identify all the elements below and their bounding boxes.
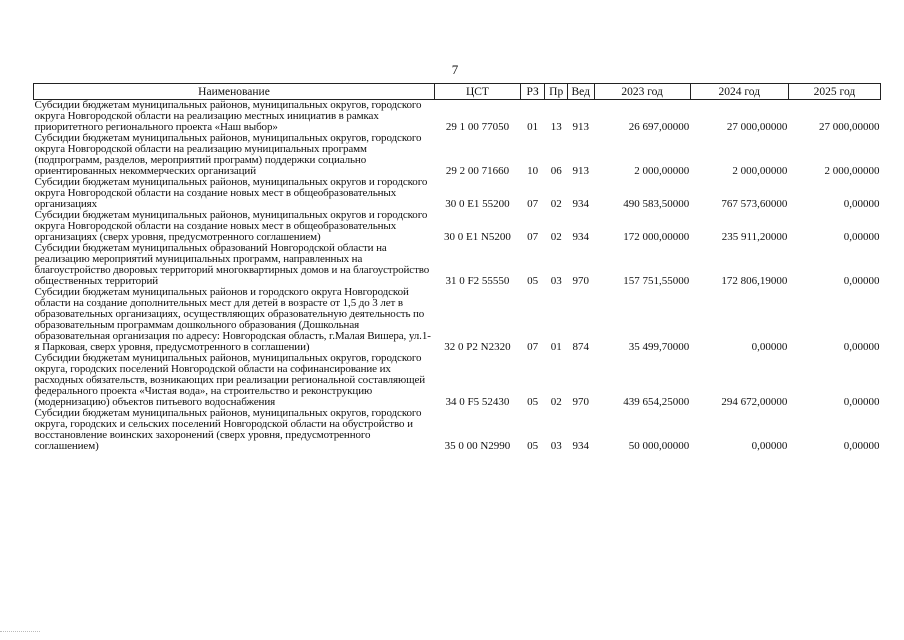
row-cst: 30 0 E1 N5200	[443, 231, 511, 243]
row-name: Субсидии бюджетам муниципальных районов, муниципальных округов, городского округа, городских поселений Новгородской области на софинансирование их расходных обязательств, возникающих при реализации региональной составляющей федерального проекта «Чистая вода», на строительство и реконструкцию (модернизацию) объектов питьевого водоснабжения	[34, 352, 426, 408]
table-row	[34, 243, 881, 287]
row-2023: 172 000,00000	[623, 231, 690, 243]
header-rz: РЗ	[520, 84, 545, 100]
header-name: Наименование	[34, 84, 435, 100]
row-2023: 157 751,55000	[623, 275, 690, 287]
row-name: Субсидии бюджетам муниципальных образований Новгородской области на реализацию мероприятий муниципальных программ, направленных на благоустройство дворовых территорий многоквартирных домов и на благоустройство общественных территорий	[34, 242, 430, 287]
header-2025: 2025 год	[788, 84, 880, 100]
row-pr: 03	[550, 440, 562, 452]
page-number: 7	[451, 62, 459, 77]
row-2024: 2 000,00000	[732, 165, 788, 177]
row-rz: 10	[527, 165, 539, 177]
row-pr: 13	[550, 121, 562, 133]
row-ved: 970	[572, 275, 589, 287]
row-cst: 29 2 00 71660	[445, 165, 510, 177]
row-rz: 05	[527, 440, 539, 452]
row-2025: 2 000,00000	[824, 165, 880, 177]
row-cst: 29 1 00 77050	[445, 121, 510, 133]
row-pr: 03	[550, 275, 562, 287]
row-rz: 05	[527, 396, 539, 408]
row-ved: 934	[572, 440, 589, 452]
row-cst: 30 0 E1 55200	[445, 198, 510, 210]
header-ved: Вед	[567, 84, 594, 100]
row-cst: 35 0 00 N2990	[444, 440, 511, 452]
row-rz: 05	[527, 275, 539, 287]
row-2025: 0,00000	[843, 341, 880, 353]
row-2023: 26 697,00000	[628, 121, 690, 133]
row-ved: 934	[572, 198, 589, 210]
row-2025: 0,00000	[843, 198, 880, 210]
row-2025: 27 000,00000	[819, 121, 880, 133]
table-row	[34, 353, 881, 408]
row-pr: 02	[550, 198, 562, 210]
row-name: Субсидии бюджетам муниципальных районов, муниципальных округов и городского округа Новгородской области на создание новых мест в общеобразовательных организациях (сверх уровня, предусмотренного соглашением)	[34, 209, 428, 243]
table-row	[34, 100, 881, 134]
row-pr: 01	[550, 341, 562, 353]
row-2023: 490 583,50000	[623, 198, 690, 210]
row-rz: 01	[527, 121, 539, 133]
header-2024: 2024 год	[690, 84, 788, 100]
row-cst: 32 0 P2 N2320	[444, 341, 511, 353]
row-2024: 172 806,19000	[721, 275, 788, 287]
row-cst: 31 0 F2 55550	[445, 275, 510, 287]
header-2023: 2023 год	[594, 84, 690, 100]
row-2024: 294 672,00000	[721, 396, 788, 408]
row-pr: 02	[550, 396, 562, 408]
row-ved: 874	[572, 341, 589, 353]
row-name: Субсидии бюджетам муниципальных районов, муниципальных округов, городского округа Новгородской области на реализацию муниципальных программ (подпрограмм, разделов, мероприятий программ) поддержки социально ориентированных некоммерческих организаций	[34, 132, 422, 177]
row-2025: 0,00000	[843, 440, 880, 452]
row-rz: 07	[527, 198, 539, 210]
row-2023: 2 000,00000	[634, 165, 690, 177]
row-name: Субсидии бюджетам муниципальных районов и городского округа Новгородской области на создание дополнительных мест для детей в возрасте от 1,5 до 3 лет в образовательных организациях, осуществляющих образовательную деятельность по образовательным программам дошкольного образования (Дошкольная образовательная организация по адресу: Новгородская область, г.Малая Вишера, ул.1-я Парковая, сверх уровня, предусмотренного в соглашении)	[34, 286, 431, 353]
table-body	[34, 100, 881, 453]
row-2023: 439 654,25000	[623, 396, 690, 408]
row-2025: 0,00000	[843, 231, 880, 243]
row-2024: 235 911,20000	[721, 231, 788, 243]
row-2024: 0,00000	[751, 440, 788, 452]
row-ved: 970	[572, 396, 589, 408]
row-2025: 0,00000	[843, 275, 880, 287]
table-header-row	[34, 84, 881, 100]
table-row	[34, 177, 881, 210]
row-cst: 34 0 F5 52430	[445, 396, 510, 408]
row-2025: 0,00000	[843, 396, 880, 408]
header-pr: Пр	[545, 84, 568, 100]
table-row	[34, 210, 881, 243]
row-2024: 27 000,00000	[726, 121, 788, 133]
table-row	[34, 287, 881, 353]
row-ved: 913	[572, 165, 589, 177]
scan-edge-mark	[0, 631, 40, 632]
row-name: Субсидии бюджетам муниципальных районов, муниципальных округов, городского округа, городских и сельских поселений Новгородской области на обустройство и восстановление воинских захоронений (сверх уровня, предусмотренного соглашением)	[34, 407, 422, 452]
row-rz: 07	[527, 341, 539, 353]
budget-table	[33, 83, 881, 452]
row-ved: 913	[572, 121, 589, 133]
row-ved: 934	[572, 231, 589, 243]
row-name: Субсидии бюджетам муниципальных районов, муниципальных округов и городского округа Новгородской области на создание новых мест в общеобразовательных организациях	[34, 176, 428, 210]
table-row	[34, 408, 881, 452]
row-name: Субсидии бюджетам муниципальных районов, муниципальных округов, городского округа Новгородской области на реализацию местных инициатив в рамках приоритетного регионального проекта «Наш выбор»	[34, 99, 422, 133]
row-rz: 07	[527, 231, 539, 243]
row-2023: 35 499,70000	[628, 341, 690, 353]
table-row	[34, 133, 881, 177]
row-2023: 50 000,00000	[628, 440, 690, 452]
row-2024: 767 573,60000	[721, 198, 788, 210]
header-cst: ЦСТ	[434, 84, 520, 100]
row-pr: 02	[550, 231, 562, 243]
row-2024: 0,00000	[751, 341, 788, 353]
row-pr: 06	[550, 165, 562, 177]
